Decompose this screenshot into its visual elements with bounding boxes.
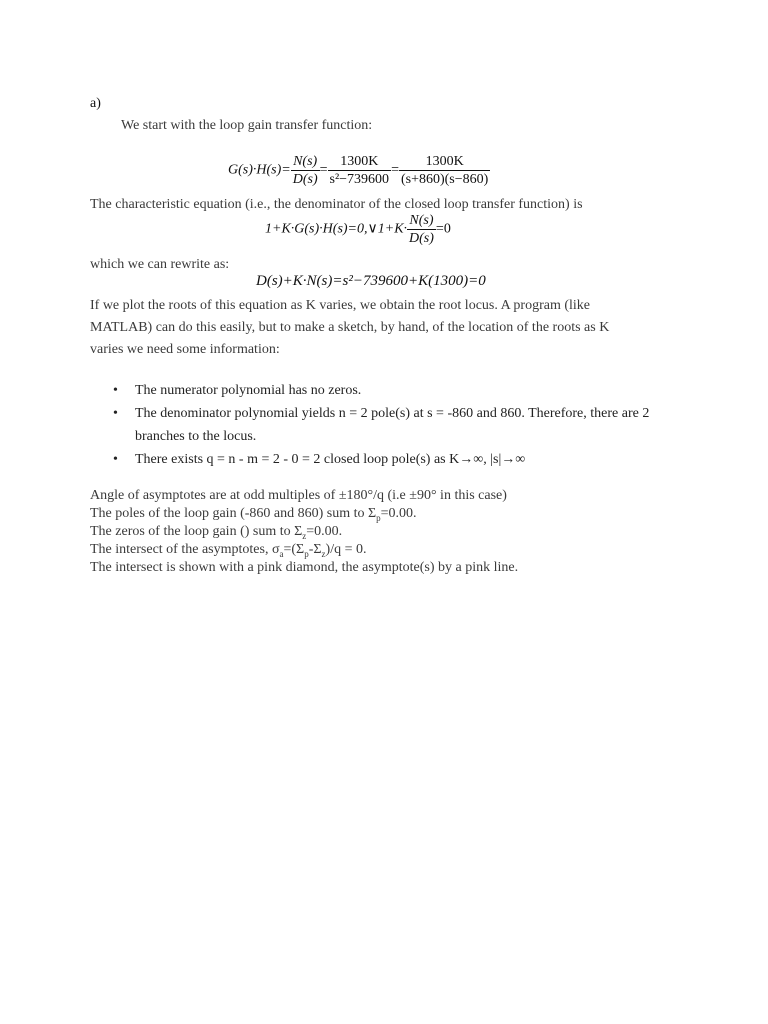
eq1-f3-den: (s+860)(s−860) [400,172,489,187]
rewritten-equation: D(s)+K·N(s)=s²−739600+K(1300)=0 [256,273,486,289]
eq1-fraction-1 [291,153,320,188]
paragraph-line-1: If we plot the roots of this equation as K varies, we obtain the root locus. A program (like [90,298,591,313]
rewrite-text: which we can rewrite as: [90,257,230,272]
paragraph-line-3: varies we need some information: [90,342,280,357]
poles-sum-sub: p [376,512,381,523]
section-label: a) [90,96,101,111]
intersect-mid2: -Σ [308,542,322,557]
intersect-note-text: The intersect is shown with a pink diamond, the asymptote(s) by a pink line. [90,560,519,575]
characteristic-text: The characteristic equation (i.e., the denominator of the closed loop transfer function) is [90,197,583,212]
characteristic-equation [265,212,451,247]
eq1-f2-den: s²−739600 [329,172,390,187]
poles-sum-prefix: The poles of the loop gain (-860 and 860) sum to Σ [90,506,377,521]
eq1-f1-num: N(s) [291,153,320,171]
eq2-lhs: 1+K·G(s)·H(s)=0,∨1+K· [265,221,408,237]
bullet-item [113,379,673,402]
eq2-f-den: D(s) [409,231,434,246]
zeros-sum-prefix: The zeros of the loop gain () sum to Σ [90,524,303,539]
eq2-f-num: N(s) [407,212,436,230]
zeros-sum-sub: z [302,530,307,541]
eq1-equals-a: = [319,162,328,178]
bullet-dot: • [113,406,118,421]
bullet-dot: • [113,452,118,467]
intersect-suffix: )/q = 0. [325,542,367,557]
eq1-fraction-3 [399,153,490,188]
intro-text: We start with the loop gain transfer function: [121,118,373,133]
intersect-sub-p: p [304,548,309,559]
bullet-dot: • [113,383,118,398]
bullet-item [113,448,673,471]
zeros-sum-suffix: =0.00. [306,524,343,539]
intersect-mid1: =(Σ [283,542,305,557]
eq1-f2-num: 1300K [328,153,392,171]
eq1-lhs: G(s)·H(s)= [228,162,291,178]
bullet-text: There exists q = n - m = 2 - 0 = 2 closed loop pole(s) as K→∞, |s|→∞ [135,452,526,467]
eq1-f1-den: D(s) [292,172,318,187]
eq2-fraction [407,212,436,247]
eq1-f3-num: 1300K [399,153,490,171]
info-bullet-list [113,379,673,471]
bullet-item [113,402,673,448]
asymptote-angles-text: Angle of asymptotes are at odd multiples of ±180°/q (i.e ±90° in this case) [90,488,507,503]
bullet-text: The denominator polynomial yields n = 2 pole(s) at s = -860 and 860. Therefore, there are 2 branches to the locus. [135,406,650,444]
eq1-fraction-2 [328,153,392,188]
intersect-sub: a [279,548,284,559]
bullet-text: The numerator polynomial has no zeros. [135,383,362,398]
eq1-equals-b: = [391,162,399,178]
poles-sum-suffix: =0.00. [380,506,417,521]
eq2-rhs: =0 [435,221,451,237]
intersect-sub-z: z [321,548,326,559]
intersect-prefix: The intersect of the asymptotes, σ [90,542,280,557]
paragraph-line-2: MATLAB) can do this easily, but to make a sketch, by hand, of the location of the roots as K [90,320,610,335]
loop-gain-equation [228,153,490,188]
